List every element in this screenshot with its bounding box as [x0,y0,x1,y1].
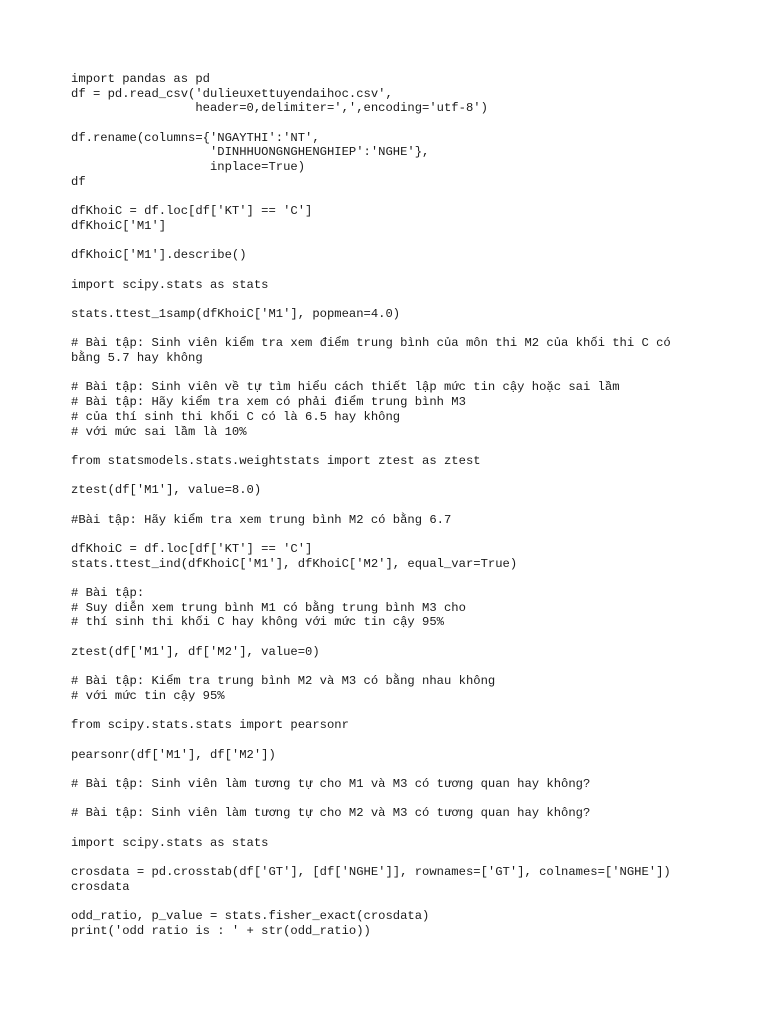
comment-line: # với mức tin cậy 95% [71,688,225,703]
blank-line [71,850,751,865]
code-line: df [71,174,86,189]
code-line: df.rename(columns={'NGAYTHI':'NT', [71,130,320,145]
code-line: df = pd.read_csv('dulieuxettuyendaihoc.csv', [71,86,393,101]
blank-line [71,733,751,748]
blank-line [71,439,751,454]
blank-line [71,762,751,777]
code-listing [71,72,751,939]
code-line: inplace=True) [71,160,306,175]
code-line: import scipy.stats as stats [71,835,269,850]
code-line: header=0,delimiter=',',encoding='utf-8') [71,101,488,116]
blank-line [71,704,751,719]
blank-line [71,895,751,910]
code-line: dfKhoiC = df.loc[df['KT'] == 'C'] [71,542,313,556]
blank-line [71,660,751,675]
comment-line: # Bài tập: Sinh viên kiểm tra xem điểm trung bình của môn thi M2 của khối thi C có [71,336,671,351]
comment-line: # với mức sai lầm là 10% [71,424,247,439]
comment-line: # Bài tập: Sinh viên về tự tìm hiểu cách thiết lập mức tin cậy hoặc sai lầm [71,380,620,395]
blank-line [71,234,751,249]
comment-line: # Bài tập: Hãy kiểm tra xem có phải điểm trung bình M3 [71,395,466,410]
blank-line [71,322,751,337]
code-line: dfKhoiC['M1'] [71,218,167,233]
blank-line [71,292,751,307]
blank-line [71,190,751,205]
comment-line: #Bài tập: Hãy kiểm tra xem trung bình M2 có bằng 6.7 [71,512,452,527]
blank-line [71,469,751,484]
code-line: print('odd ratio is : ' + str(odd_ratio)) [71,923,371,938]
blank-line [71,792,751,807]
blank-line [71,527,751,542]
blank-line [71,821,751,836]
blank-line [71,263,751,278]
blank-line [71,630,751,645]
code-line: dfKhoiC = df.loc[df['KT'] == 'C'] [71,204,313,219]
comment-line: # Bài tập: Sinh viên làm tương tự cho M1 và M3 có tương quan hay không? [71,777,591,791]
code-line: import pandas as pd [71,72,210,86]
comment-line: # Suy diễn xem trung bình M1 có bằng trung bình M3 cho [71,600,466,615]
blank-line [71,571,751,586]
comment-line: # Bài tập: Sinh viên làm tương tự cho M2 và M3 có tương quan hay không? [71,806,591,821]
comment-line: # Bài tập: Kiểm tra trung bình M2 và M3 có bằng nhau không [71,674,496,689]
code-line: import scipy.stats as stats [71,277,269,292]
code-line: dfKhoiC['M1'].describe() [71,248,247,263]
code-line: from scipy.stats.stats import pearsonr [71,718,349,733]
code-line: from statsmodels.stats.weightstats import ztest as ztest [71,453,481,468]
blank-line [71,498,751,513]
code-line: stats.ttest_ind(dfKhoiC['M1'], dfKhoiC['M2'], equal_var=True) [71,556,518,571]
code-line: bằng 5.7 hay không [71,351,203,366]
comment-line: # Bài tập: [71,586,145,601]
code-line: odd_ratio, p_value = stats.fisher_exact(crosdata) [71,909,430,924]
code-line: pearsonr(df['M1'], df['M2']) [71,747,276,762]
comment-line: # thí sinh thi khối C hay không với mức tin cậy 95% [71,615,444,630]
code-line: 'DINHHUONGNGHENGHIEP':'NGHE'}, [71,145,430,160]
code-line: stats.ttest_1samp(dfKhoiC['M1'], popmean=4.0) [71,307,401,321]
code-line: crosdata [71,879,130,894]
blank-line [71,366,751,381]
code-line: ztest(df['M1'], value=8.0) [71,483,262,498]
code-line: crosdata = pd.crosstab(df['GT'], [df['NGHE']], rownames=['GT'], colnames=['NGHE']) [71,865,671,880]
blank-line [71,116,751,131]
code-line: ztest(df['M1'], df['M2'], value=0) [71,644,320,659]
comment-line: # của thí sinh thi khối C có là 6.5 hay không [71,409,401,424]
